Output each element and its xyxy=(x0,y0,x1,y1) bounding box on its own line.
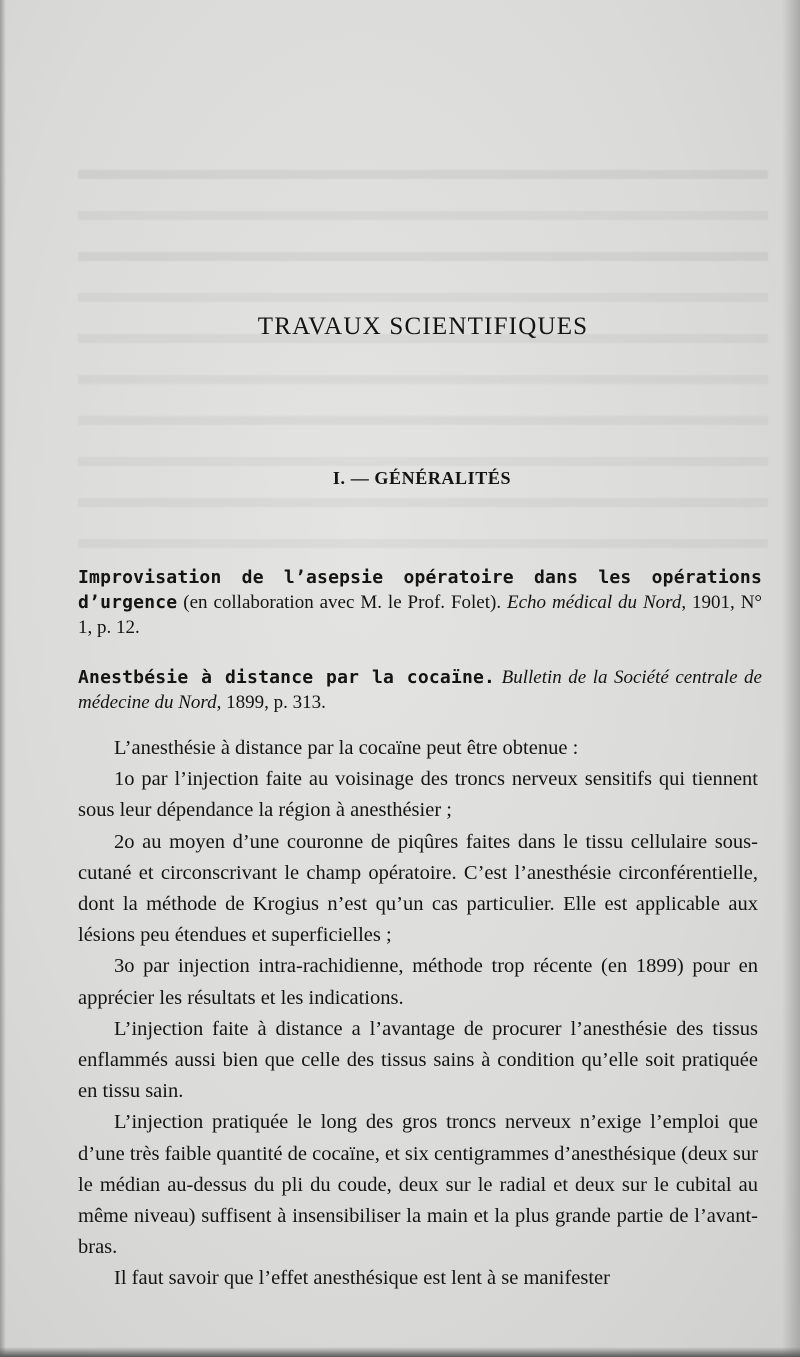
page-title: TRAVAUX SCIENTIFIQUES xyxy=(257,313,589,340)
section-heading: I. — GÉNÉRALITÉS xyxy=(332,468,512,488)
reference-entry xyxy=(78,565,762,640)
reference-citation: , 1899, p. 313. xyxy=(216,692,326,713)
reference-title: Improvisation de l’asepsie opératoire dans les opérations d’urgence xyxy=(78,567,762,613)
reference-details: (en collaboration avec M. le Prof. Folet). xyxy=(177,592,508,613)
paragraph: L’anesthésie à distance par la cocaïne peut être obtenue : xyxy=(114,737,579,759)
bleed-through-texture xyxy=(78,170,768,580)
paragraph: L’injection faite à distance a l’avantage de procurer l’anesthésie des tissus enflammés aussi bien que celle des tissus sains à condition qu’elle soit pratiquée en tissu sain. xyxy=(78,1017,758,1103)
page-edge-left xyxy=(0,0,6,1357)
body-text xyxy=(78,733,758,1295)
paragraph: L’injection pratiquée le long des gros troncs nerveux n’exige l’emploi que d’une très faible quantité de cocaïne, et six centigrammes d’anesthésique (deux sur le médian au-dessus du pli du coude, deux sur le radial et deux sur le cubital au même niveau) suffisent à insensibiliser la main et la plus grande partie de l’avant-bras. xyxy=(78,1111,758,1259)
reference-citation: , 1901, N° 1, p. 12. xyxy=(78,592,763,638)
paragraph: 2o au moyen d’une couronne de piqûres faites dans le tissu cellulaire sous-cutané et circonscrivant le champ opératoire. C’est l’anesthésie circonférentielle, dont la méthode de Krogius n’est qu’un cas particulier. Elle est applicable aux lésions peu étendues et superficielles ; xyxy=(78,830,758,947)
page-edge-bottom xyxy=(0,1347,800,1357)
reference-journal: Bulletin de la Société centrale de médecine du Nord xyxy=(78,667,762,713)
reference-journal: Echo médical du Nord xyxy=(507,592,682,613)
paragraph: 1o par l’injection faite au voisinage des troncs nerveux sensitifs qui tiennent sous leur dépendance la région à anesthésier ; xyxy=(78,768,758,822)
paragraph: 3o par injection intra-rachidienne, méthode trop récente (en 1899) pour en apprécier les résultats et les indications. xyxy=(78,955,758,1009)
paragraph: Il faut savoir que l’effet anesthésique est lent à se manifester xyxy=(114,1267,610,1290)
reference-title: Anestbésie à distance par la cocaïne. xyxy=(78,667,496,688)
page-edge-right xyxy=(782,0,800,1357)
reference-entry xyxy=(78,665,762,715)
